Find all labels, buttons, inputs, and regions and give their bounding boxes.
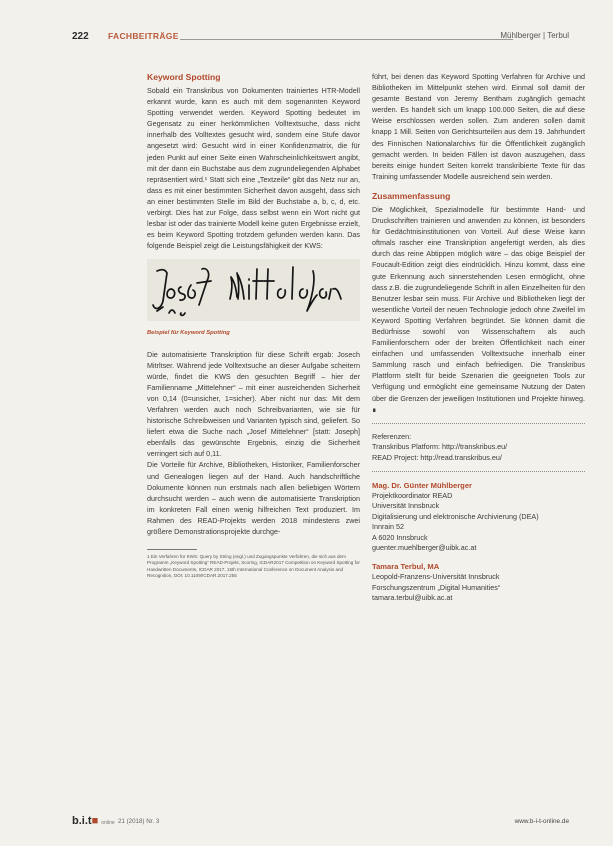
author-2-line: Forschungszentrum „Digital Humanities“	[372, 582, 501, 592]
footnote: 1 Ein Verfahren für KWS: Query by String (engl.) und Zugangspunkte Verfahren, die sich aus dem Programm „Keyword Spotting“ READ-Projekt, Scoring, ICDAR2017 Competition on Keyword Spotting for Handwritten Documents, ICDAR 2017, 15th International Conference on Document Analysis and Recognition, DOI: 10.1109/ICDAR.2017.255	[147, 554, 360, 578]
reference-link-read[interactable]: READ Project: http://read.transkribus.eu/	[372, 452, 502, 462]
summary-heading: Zusammenfassung	[372, 190, 451, 201]
image-caption: Beispiel für Keyword Spotting	[147, 329, 230, 336]
references-title: Referenzen:	[372, 431, 412, 441]
keyword-spotting-heading: Keyword Spotting	[147, 72, 221, 82]
author-1-line: Innrain 52	[372, 522, 404, 532]
left-column	[147, 71, 360, 579]
author-1-line: Universität Innsbruck	[372, 501, 440, 511]
author-1-name: Mag. Dr. Günter Mühlberger	[372, 480, 472, 490]
reference-link-transkribus[interactable]: Transkribus Platform: http://transkribus.eu/	[372, 442, 508, 452]
author-1-email[interactable]: guenter.muehlberger@uibk.ac.at	[372, 542, 477, 552]
references-separator	[372, 423, 585, 424]
left-paragraph-3: Die Vorteile für Archive, Bibliotheken, Historiker, Familienforscher und Genealogen liegen auf der Hand. Auch handschriftliche Dokumente können nun erstmals nach allen beliebigen Wörtern durchsucht werden – auch wenn die automatisierte Transkription im konkreten Fall einen wenig hilfreichen Text produziert. Im Rahmen des READ-Projekts werden 2018 mindestens zwei größere Demonstrationsprojekte durchge-	[147, 460, 360, 536]
author-1-line: Projektkoordinator READ	[372, 490, 453, 500]
right-column	[372, 71, 585, 604]
left-paragraph-1: Sobald ein Transkribus von Dokumenten trainiertes HTR-Modell erkannt wurde, kann es auch mit dem sogenannten Keyword Spotting verwendet werden. Keyword Spotting bedeutet im Gegensatz zu einer herkömmlichen Volltextsuche, dass nicht innerhalb des Volltextes gesucht wird, sondern eine Stufe davor angesetzt wird: Gesucht wird in einer Konfidenzmatrix, die für jeden Punkt auf einer Seite einen Wahrscheinlichkeitswert angibt, mit der dann ein Buchstabe aus dem zugrundeliegenden Alphabet repräsentiert wird.¹ Statt sich eine „Textzeile“ gibt das Netz nur an, dass es mit einer bestimmten Sicherheit davon ausgeht, dass sich an einer bestimmten Stelle im Bild der Buchstabe a, b, c, d, etc. verbirgt. Dies hat zur Folge, dass selbst wenn ein Wort nicht gut lesbar ist oder das trainierte Modell keine guten Ergebnisse erzielt, es beim Keyword Spotting trotzdem gefunden werden kann. Das folgende Beispiel zeigt die Leistungsfähigkeit der KWS:	[147, 86, 360, 251]
logo-dot: ■	[91, 815, 99, 827]
footer-url[interactable]: www.b-i-t-online.de	[514, 818, 569, 825]
author-1-line: Digitalisierung und elektronische Archivierung (DEA)	[372, 511, 539, 521]
header-rule	[180, 39, 513, 40]
bit-online-logo	[72, 815, 115, 827]
author-1-line: A 6020 Innsbruck	[372, 532, 428, 542]
author-separator	[372, 471, 585, 472]
handwriting-sample-image	[147, 259, 360, 321]
author-2-name: Tamara Terbul, MA	[372, 562, 440, 572]
right-paragraph-1: führt, bei denen das Keyword Spotting Verfahren für Archive und Bibliotheken im Mittelpunkt stehen wird. Einmal soll damit der gesamte Bestand von Jeremy Bentham zugänglich gemacht werden. Es handelt sich um knapp 100.000 Seiten, die auf diese Weise erschlossen werden sollen. Zum anderen sollen damit knapp 1 Mill. Seiten von Gerichtsurteilen aus dem 19. Jahrhundert des Finnischen Nationalarchivs für die Öffentlichkeit zugänglich gemacht werden. In beiden Fällen ist davon auszugehen, dass bereits einige hundert Seiten korrekt transkribierte Texte für das Training umfassender Modelle ausreichend sein werden.	[372, 72, 585, 181]
logo-subtext: online	[101, 820, 115, 826]
references	[372, 432, 585, 463]
left-paragraph-2: Die automatisierte Transkription für diese Schrift ergab: Josech Mitrltser. Während jede Volltextsuche an dieser Aufgabe scheitern würde, findet die KWS den gesuchten Begriff – hier der Familienname „Mittelehner“ – mit einer ausreichenden Sicherheit von 0,14 (0=unsicher, 1=sicher). Aber nicht nur das: Mit dem Verfahren werden auch noch Schreibvarianten, wie sie für historische Schreibweisen und Varianten typisch sind, geliefert. So liefert etwa die Suche nach „Josef Mittelehner“ [statt: Joseph] ebenfalls das gewünschte Ergebnis, einzig die Sicherheit verringert sich auf 0,11.	[147, 349, 360, 459]
right-paragraph-2: Die Möglichkeit, Spezialmodelle für bestimmte Hand- und Druckschriften trainieren und anwenden zu können, ist besonders für Gedächtnisinstitutionen von Vorteil. Auf diese Weise kann oftmals rascher eine Transkription angefertigt werden, als dies durch das reine Abtippen möglich wäre – das obige Beispiel der Foucault-Edition zeigt dies eindrücklich. Hinzu kommt, dass eine gute Erkennung auch sinnerstehenden Lesen ermöglicht, ohne dass z.B. die zugrundeliegende Schrift in allen Einzelheiten für den Benutzer lesbar sein muss. Für Archive und Bibliotheken liegt der wesentliche Vorteil der neuen Technologie jedoch ohne Zweifel im Keyword Spotting Verfahren begründet. Sie können damit die Bedürfnisse sowohl von Wissenschaftern als auch Familienforschern oder der breiten Öffentlichkeit nach einer einfachen und umfassenden Volltextsuche innerhalb einer Sammlung rasch und einfach befriedigen. Die Transkribus Plattform stellt für beide Szenarien die geeigneten Tools zur Verfügung und ermöglicht eine gemeinsame Nutzung der Daten über die Grenzen der jeweiligen Institutionen und Projekte hinweg. ∎	[372, 204, 585, 414]
section-label: FACHBEITRÄGE	[108, 31, 179, 41]
author-2-email[interactable]: tamara.terbul@uibk.ac.at	[372, 593, 453, 603]
author-2-line: Leopold-Franzens-Universität Innsbruck	[372, 572, 500, 582]
logo-text: b.i.t	[72, 815, 92, 827]
issue-info: 21 (2018) Nr. 3	[118, 818, 160, 825]
page-number: 222	[72, 31, 89, 42]
header-authors: Mühlberger | Terbul	[500, 31, 569, 40]
footnote-rule	[147, 549, 197, 550]
